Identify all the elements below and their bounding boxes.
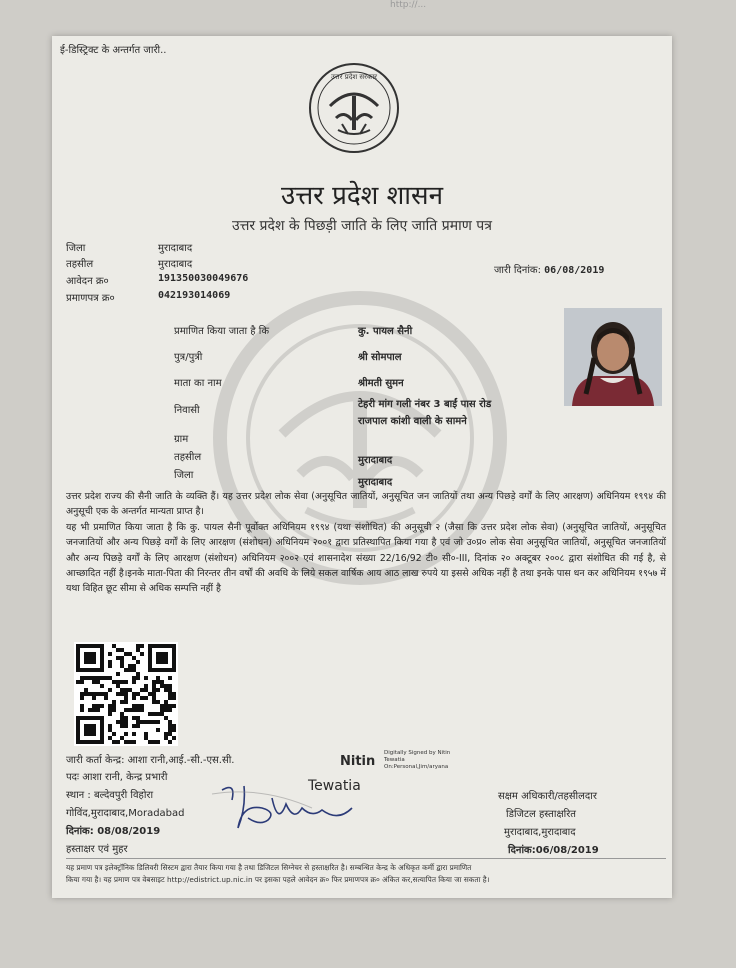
address-line1: टेहरी मांग गली नंबर 3 बाईं पास रोड [358,399,492,410]
caste-paragraph: उत्तर प्रदेश राज्य की सैनी जाति के व्यक्ति हैं। यह उत्तर प्रदेश लोक सेवा (अनुसूचित जातियों, अनुसूचित जन जातियों तथा अन्य पिछड़े वर्गों के लिए आरक्षण) अधिनियम १९९४ की अनुसूची एक के अन्तर्गत मान्यता प्राप्त है। [66,491,666,518]
issuer-seal: हस्ताक्षर एवं मुहर [66,844,128,855]
row-label: पुत्र/पुत्री [174,352,203,363]
father-name: श्री सोमपाल [358,352,402,363]
digital-signature-note: Digitally Signed by Nitin Tewatia On:Personal,Jim/aryana [384,750,451,770]
row-label: निवासी [174,405,200,416]
applicant-name: कु. पायल सैनी [358,326,413,337]
footer-line-1: यह प्रमाण पत्र इलेक्ट्रॉनिक डिलिवरी सिस्टम द्वारा तैयार किया गया है तथा डिजिटल सिग्नेचर से हस्ताक्षरित है। सम्बन्धित केन्द्र के अधिकृत कर्मी द्वारा प्रमाणित [66,863,472,872]
issue-date-label: जारी दिनांक: [494,265,541,276]
main-title: उत्तर प्रदेश शासन [280,181,444,211]
row-label: प्रमाणित किया जाता है कि [174,326,270,337]
district-value: मुरादाबाद [358,477,393,488]
meta-value: 042193014069 [158,290,231,301]
issue-date [494,262,604,276]
issuer-place: स्थान : बल्देवपुरी विहोरा [66,790,154,801]
tehsil-value: मुरादाबाद [358,455,393,466]
meta-value: मुरादाबाद [158,243,193,254]
sub-title: उत्तर प्रदेश के पिछड़ी जाति के लिए जाति प्रमाण पत्र [232,218,492,234]
meta-label: तहसील [66,259,94,270]
row-label: जिला [174,470,194,481]
address-line2: राजपाल कांशी वाली के सामने [358,416,467,427]
row-label: ग्राम [174,434,189,445]
signer-last-name: Tewatia [308,778,361,794]
emblem-label: उत्तर प्रदेश सरकार [330,73,378,81]
issue-date-value: 06/08/2019 [544,265,605,276]
issuer-date: दिनांक: 08/08/2019 [66,826,161,837]
meta-label: जिला [66,243,86,254]
issuer-place-2: गोविंद,मुरादाबाद,Moradabad [66,808,185,819]
applicant-photo [564,308,662,406]
browser-url: http://... [390,0,427,10]
photo-portrait-icon [564,308,662,406]
row-label: माता का नाम [174,378,222,389]
emblem-label-wrap [308,62,400,154]
authority-location: मुरादाबाद,मुरादाबाद [504,827,576,838]
meta-value: 191350030049676 [158,273,249,284]
authority-title: सक्षम अधिकारी/तहसीलदार [498,791,597,802]
certificate-page [52,36,672,898]
authority-digital: डिजिटल हस्ताक्षरित [506,809,576,820]
qr-code-icon [76,644,176,744]
issuer-name: पदः आशा रानी, केन्द्र प्रभारी [66,772,168,783]
meta-label: आवेदन क्र० [66,276,109,287]
row-label: तहसील [174,452,202,463]
meta-value: मुरादाबाद [158,259,193,270]
meta-label: प्रमाणपत्र क्र० [66,293,115,304]
verification-footer [66,858,666,886]
authority-date: दिनांक:06/08/2019 [508,845,599,856]
footer-line-2: किया गया है। यह प्रमाण पत्र वेबसाइट http://edistrict.up.nic.in पर इसका पहले आवेदन क्र० फिर प्रमाणपत्र क्र० अंकित कर,सत्यापित किया जा सकता है। [66,875,490,884]
qr-code [74,642,178,746]
edistrict-note: ई-डिस्ट्रिक्ट के अन्तर्गत जारी.. [60,45,167,56]
mother-name: श्रीमती सुमन [358,378,404,389]
signer-first-name: Nitin [340,754,376,769]
creamy-layer-paragraph: यह भी प्रमाणित किया जाता है कि कु. पायल सैनी पूर्वोक्त अधिनियम १९९४ (यथा संशोधित) की अनुसूची २ (जैसा कि उत्तर प्रदेश लोक सेवा) (अनुसूचित जातियों, अनुसूचित जनजातियों और अन्य पिछड़े वर्गों के लिए आरक्षण (संशोधन) अधिनियम २००१ द्वारा प्रतिस्थापित किया गया है एवं जो उ०प्र० लोक सेवा अनुसूचित जातियों, अनुसूचित जनजातियों और अन्य पिछड़े वर्गों के लिए आरक्षण (संशोधन) अधिनियम २००२ एवं शासनादेश संख्या 22/16/92 टी० सी०-III, दिनांक २० अक्टूबर २००८ द्वारा संशोधित की गई है, से आच्छादित नहीं है।इनके माता-पिता की निरन्तर तीन वर्षों की अवधि के लिये सकल वार्षिक आय आठ लाख रुपये या इससे अधिक नहीं है तथा इनके पास धन कर अधिनियम १९५७ में यथा विहित छूट सीमा से अधिक सम्पत्ति नहीं है [66,522,666,595]
handwritten-signature [202,778,372,838]
issuer-center: जारी कर्ता केन्द्र: आशा रानी,आई.-सी.-एस.सी. [66,755,235,766]
